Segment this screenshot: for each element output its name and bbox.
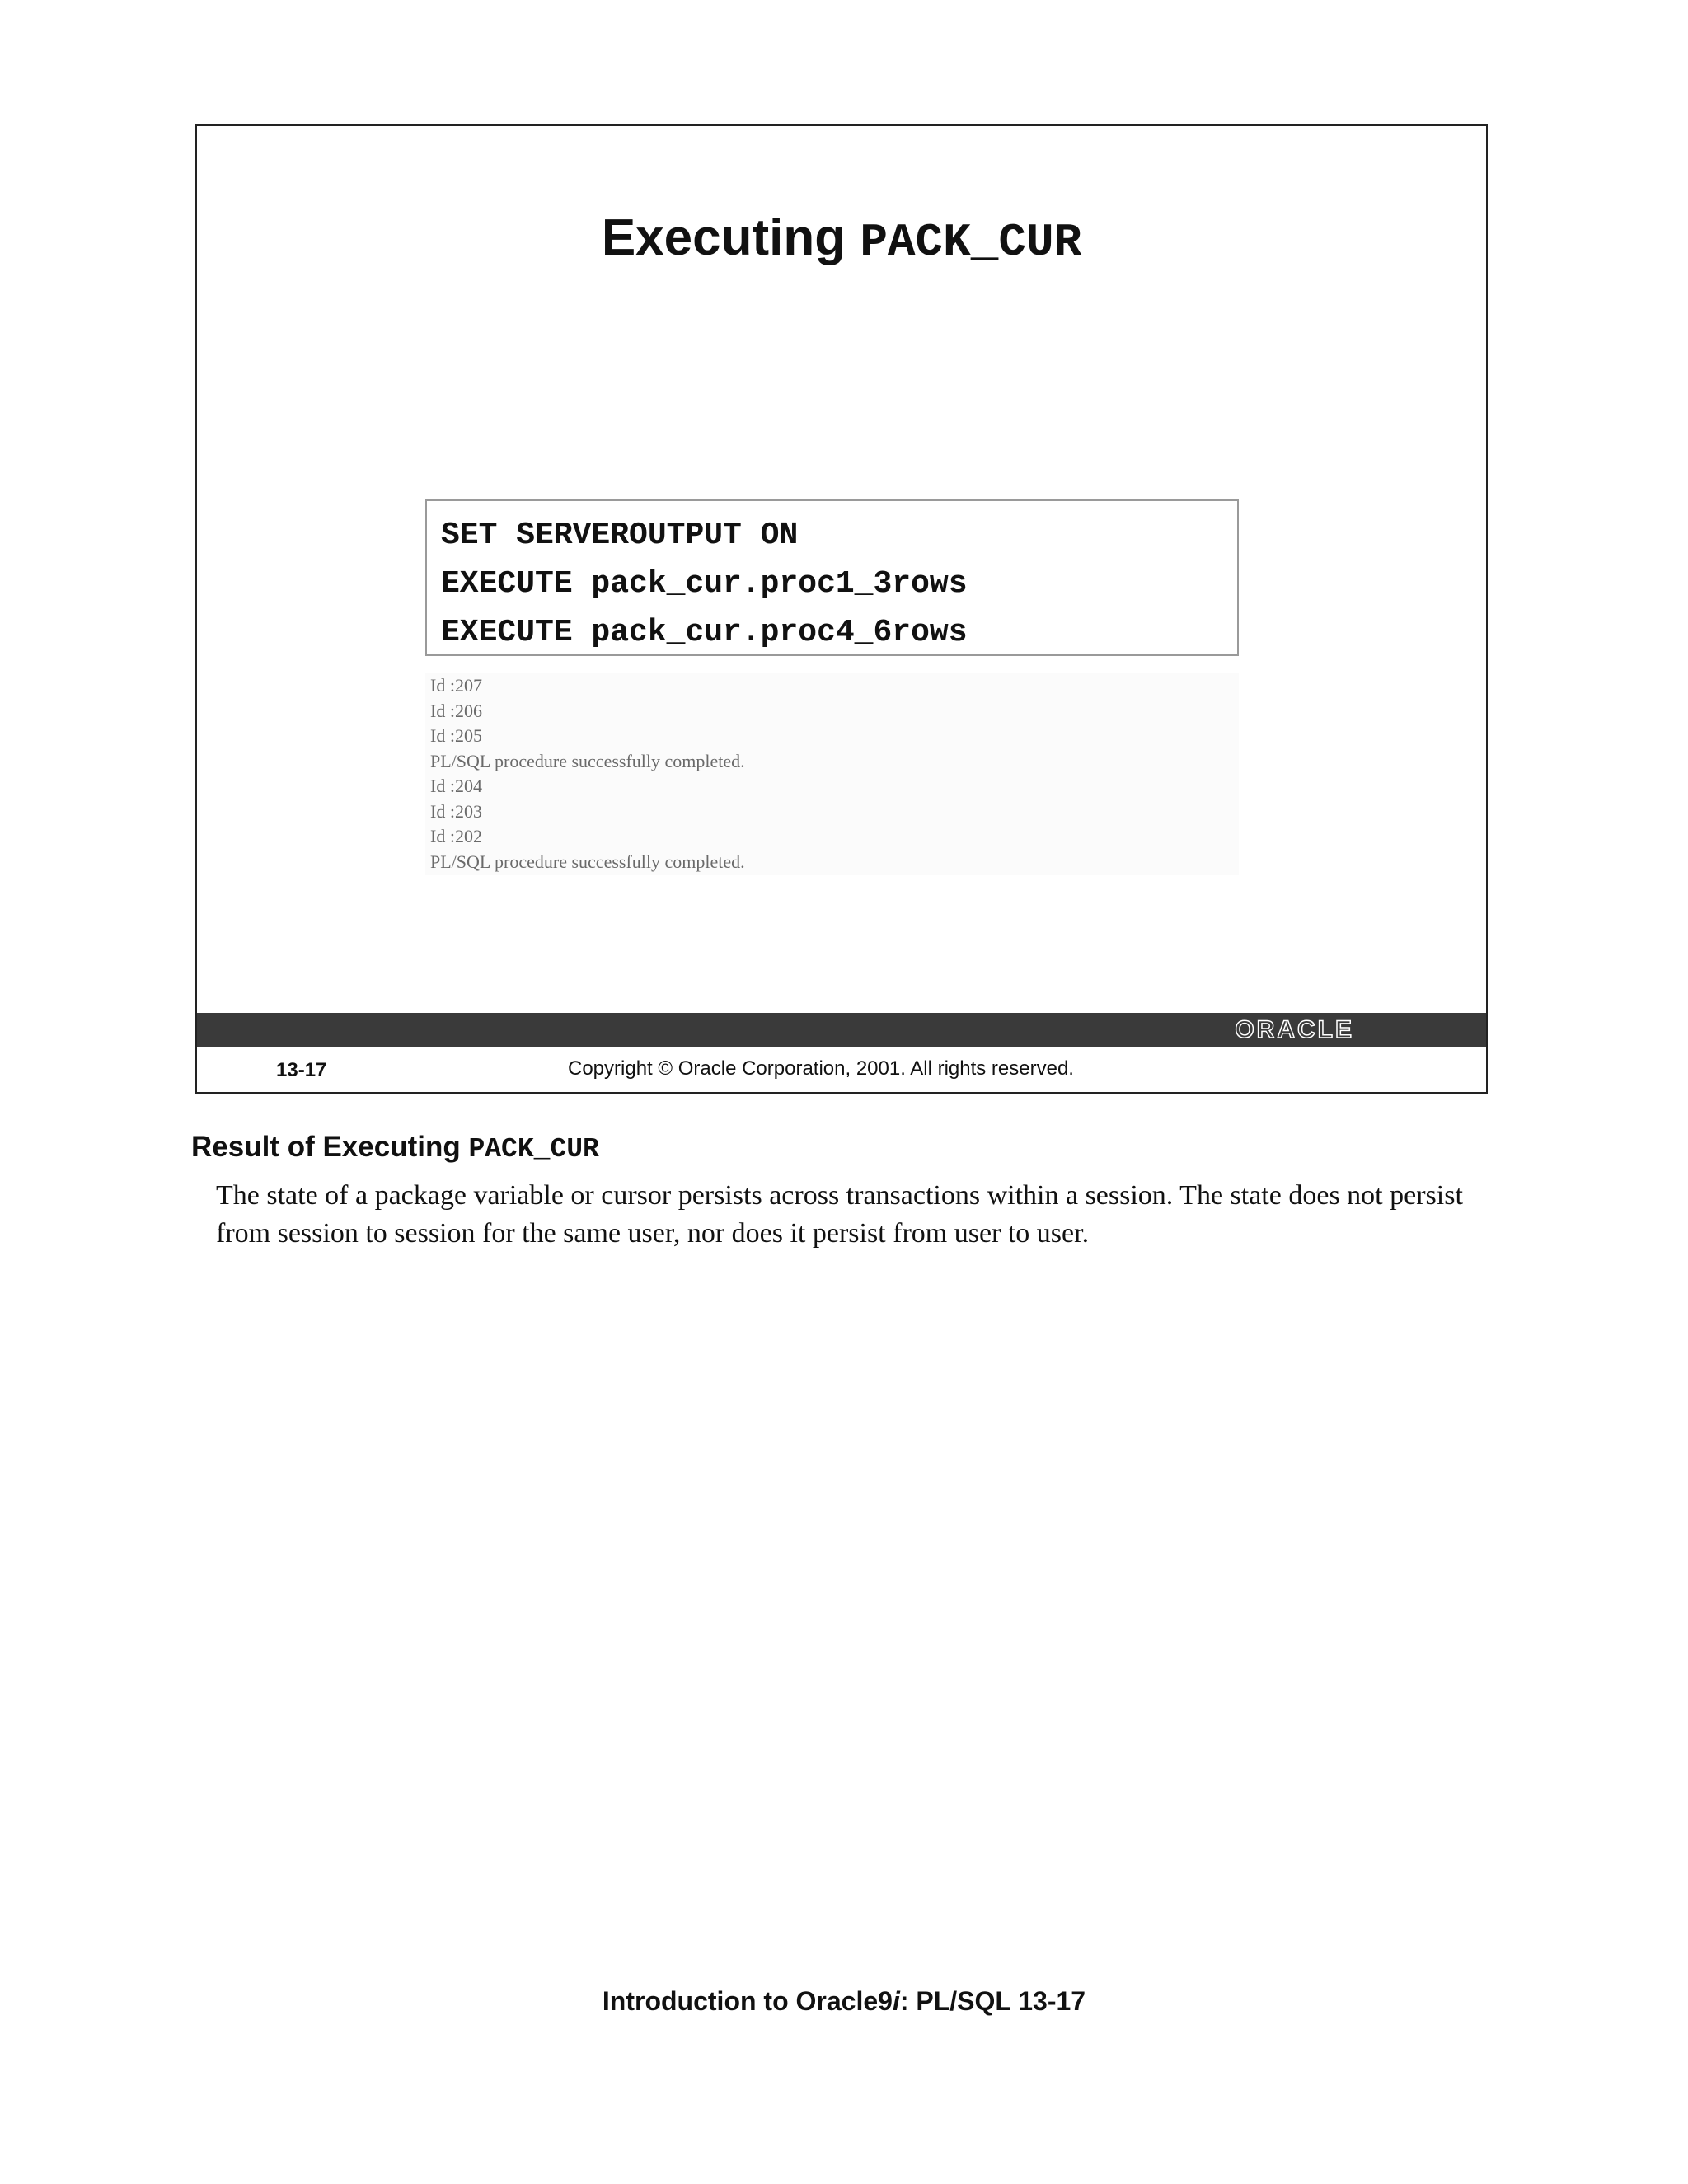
slide-frame bbox=[195, 124, 1488, 1094]
output-line: Id :206 bbox=[430, 700, 482, 721]
footer-italic: i bbox=[892, 1986, 900, 2016]
output-panel bbox=[425, 673, 1239, 875]
output-line: PL/SQL procedure successfully completed. bbox=[430, 851, 745, 872]
slide-title-code: PACK_CUR bbox=[860, 216, 1082, 269]
oracle-bar bbox=[197, 1013, 1486, 1047]
code-line: SET SERVEROUTPUT ON bbox=[441, 518, 799, 553]
code-line: EXECUTE pack_cur.proc1_3rows bbox=[441, 566, 968, 602]
output-line: PL/SQL procedure successfully completed. bbox=[430, 750, 745, 771]
output-line: Id :205 bbox=[430, 725, 482, 746]
slide-title bbox=[197, 205, 1486, 275]
slide-page-number: 13-17 bbox=[276, 1059, 327, 1081]
section-heading bbox=[191, 1129, 599, 1168]
copyright-text: Copyright © Oracle Corporation, 2001. All rights reserved. bbox=[568, 1057, 1074, 1080]
output-line: Id :204 bbox=[430, 776, 482, 796]
body-paragraph: The state of a package variable or cursor persists across transactions within a session. The state does not persist from session to session for the same user, nor does it persist from user to user. bbox=[216, 1180, 1463, 1249]
section-heading-code: PACK_CUR bbox=[468, 1134, 599, 1165]
footer-suffix: : PL/SQL 13-17 bbox=[899, 1986, 1086, 2016]
code-line: EXECUTE pack_cur.proc4_6rows bbox=[441, 615, 968, 650]
output-line: Id :202 bbox=[430, 826, 482, 846]
oracle-logo: ORACLE bbox=[1235, 1016, 1354, 1043]
output-line: Id :203 bbox=[430, 800, 482, 822]
footer-prefix: Introduction to Oracle9 bbox=[602, 1986, 893, 2016]
slide-title-prefix: Executing bbox=[601, 209, 860, 266]
code-box bbox=[425, 499, 1239, 656]
page-footer bbox=[0, 1985, 1688, 2018]
section-heading-prefix: Result of Executing bbox=[191, 1131, 469, 1163]
output-line: Id :207 bbox=[430, 675, 482, 696]
slide-footer bbox=[197, 1047, 1486, 1094]
